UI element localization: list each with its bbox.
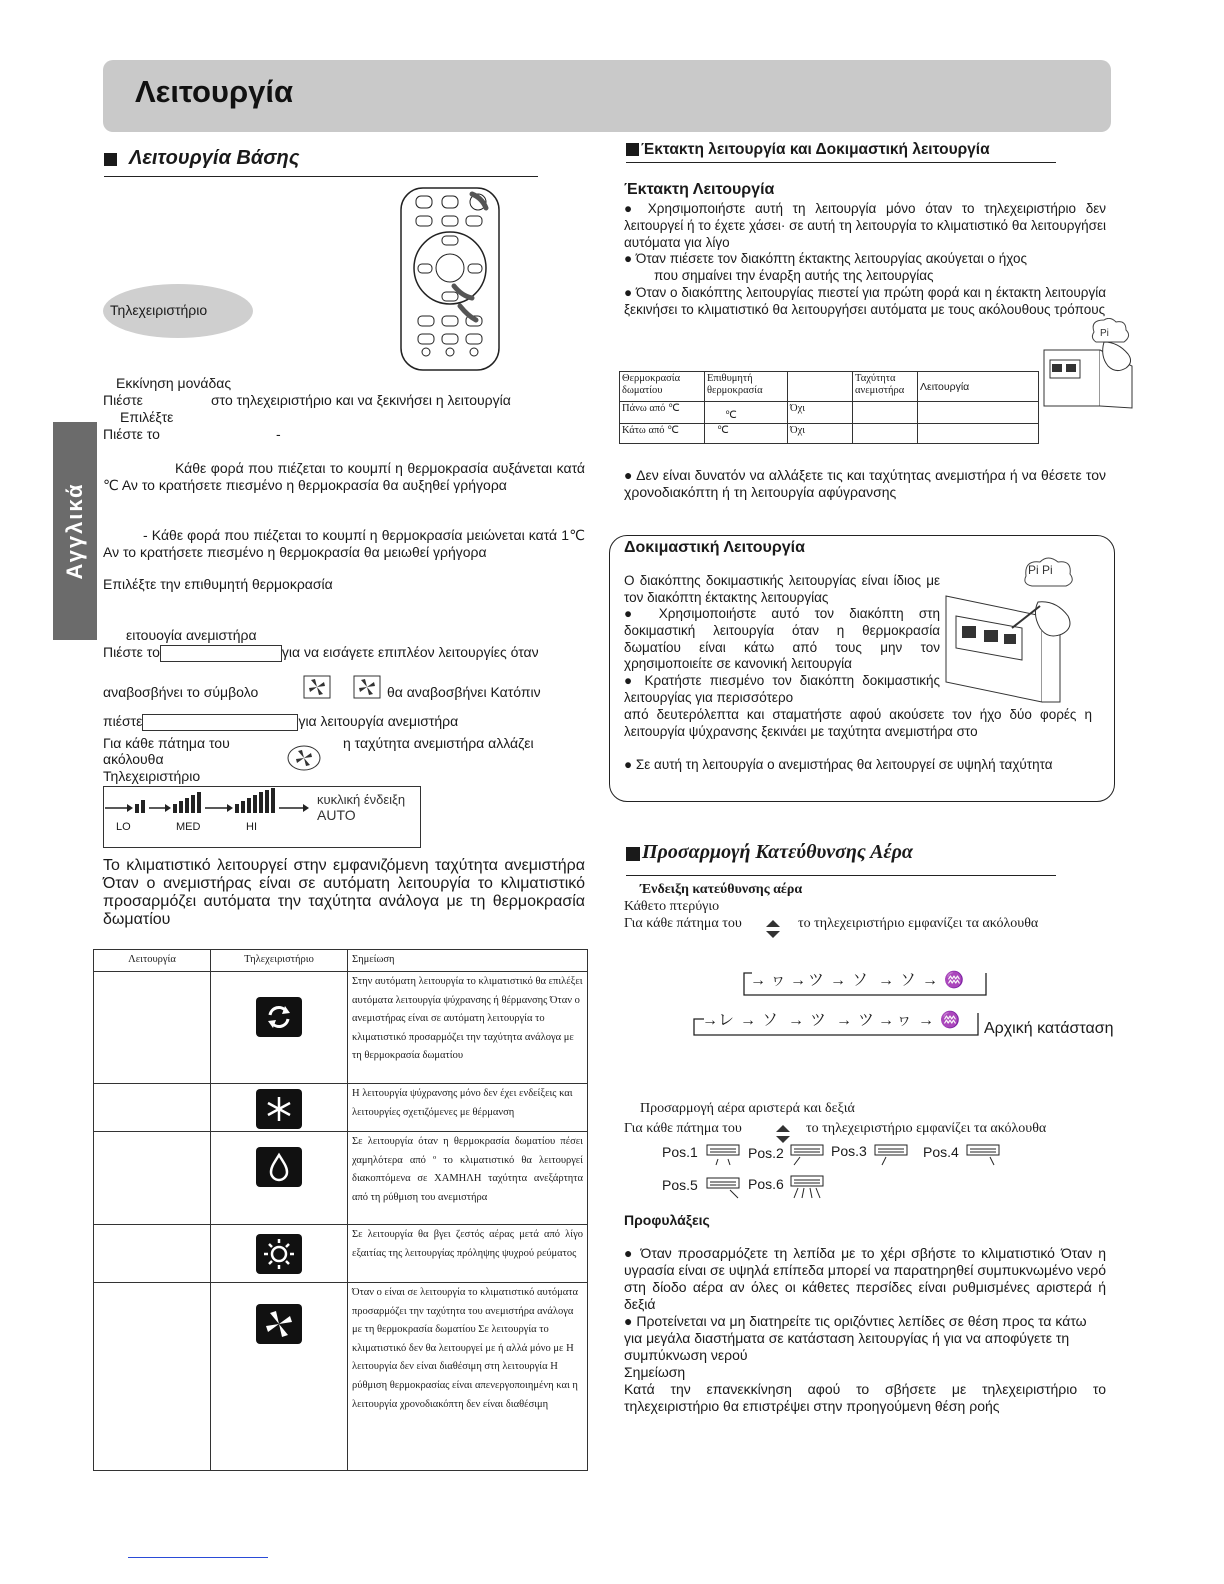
pi-sound-text: Pi [1100, 328, 1109, 339]
test-p2: ● Χρησιμοποιήστε αυτό τον διακόπτη στη δοκιμαστική λειτουργία όταν η θερμοκρασία δωματίου είναι κάτω από τους μην τον χρησιμοποιείτε σε κανονική λειτουργία [624, 606, 940, 672]
precaution-2: ● Προτείνεται να μη διατηρείτε τις οριζόντιες λεπίδες σε θέση προς τα κάτω για μεγάλα διαστήματα σε κατάσταση λειτουργίας ή για να αποφύγετε τη συμπύκνωση νερού [624, 1313, 1087, 1363]
emergency-p2a: ● Όταν πιέσετε τον διακόπτη έκτακτης λειτουργίας ακούγεται ο ήχος [624, 251, 1027, 266]
lr-each-press: Για κάθε πάτημα του [624, 1121, 742, 1136]
position-4-label: Pos.4 [923, 1144, 959, 1160]
airflow-section-heading: Προσαρμογή Κατεύθυνσης Αέρα [626, 841, 913, 864]
sun-icon [256, 1234, 302, 1274]
svg-text:→: → [830, 972, 846, 989]
square-bullet-icon [626, 143, 639, 156]
table-row [94, 1084, 588, 1132]
dash-symbol: - [276, 426, 281, 442]
test-title: Δοκιμαστική Λειτουργία [624, 539, 805, 556]
svg-text:→: → [750, 972, 766, 989]
fan-blink-text: αναβοσβήνει το σύμβολο [103, 684, 259, 700]
louver-pos6-icon [790, 1174, 824, 1202]
test-p4: ● Σε αυτή τη λειτουργία ο ανεμιστήρας θα λειτουργεί σε υψηλή ταχύτητα [624, 757, 1053, 772]
pi-pi-sound-text: Pi Pi [1028, 563, 1053, 577]
svg-text:→: → [836, 1012, 852, 1029]
svg-text:♒: ♒ [944, 972, 964, 989]
square-bullet-icon [626, 847, 640, 861]
section-rule [104, 176, 538, 177]
mode-table [93, 949, 588, 1471]
lr-each-press-rest: το τηλεχειριστήριο εμφανίζει τα ακόλουθα [806, 1121, 1047, 1136]
svg-text:→: → [878, 972, 894, 989]
remote-label: Τηλεχειριστήριο [110, 302, 208, 318]
fan-blink-rest: θα αναβοσβήνει Κατόπιν [387, 684, 541, 700]
flap-pos-icon: ヮ [770, 972, 787, 989]
emergency-p1: ● Χρησιμοποιήστε αυτή τη λειτουργία μόνο όταν το τηλεχειριστήριο δεν λειτουργεί ή το έχετε χάσει· σε αυτή τη λειτουργία το κλιματιστικό θα λειτουργήσει αυτόματα για λίγο [624, 201, 1106, 250]
mode-note: Στην αυτόματη λειτουργία το κλιματιστικό θα επιλέξει αυτόματα λειτουργία ψύχρανσης ή θέρμανσης Όταν ο ανεμιστήρας είναι σε αυτόματη λειτουργία το κλιματιστικό προσαρμόζει την ταχύτητα ανάλογα με τη θερμοκρασία δωματίου [348, 972, 588, 1084]
choose-text: Επιλέξτε [120, 409, 174, 425]
table-row: Πάνω από ℃ ℃ Όχι [620, 402, 1039, 424]
svg-text:ツ: ツ [810, 1012, 827, 1029]
mode-note: Σε λειτουργία όταν η θερμοκρασία δωματίου πέσει χαμηλότερα από º το κλιματιστικό θα λειτουργεί διακοπτόμενα σε ΧΑΜΗΛΗ ταχύτητα ανεξάρτητα από τη ρύθμιση του ανεμιστήρα [348, 1132, 588, 1225]
auto-label: AUTO [317, 807, 356, 823]
remote-control-illustration [398, 186, 502, 372]
emergency-table [619, 371, 1039, 444]
position-2-label: Pos.2 [748, 1145, 784, 1161]
precautions-title: Προφυλάξεις [624, 1212, 710, 1228]
fan-press-line: Πιέστε το για να εισάγετε επιπλέον λειτουργίες όταν [103, 644, 539, 660]
svg-text:ツ: ツ [808, 972, 825, 989]
svg-text:→: → [788, 1012, 804, 1029]
cyclic-label: κυκλική ένδειξη [317, 792, 406, 807]
louver-pos1-icon [706, 1143, 740, 1167]
svg-text:レ: レ [718, 1012, 735, 1029]
press-start-rest: στο τηλεχειριστήριο και να ξεκινήσει η λειτουργία [211, 392, 511, 408]
note-text: Κατά την επανεκκίνηση αφού το σβήσετε με τηλεχειριστήριο το τηλεχειριστήριο θα επιστρέψει στην προηγούμενη θέση ροής [624, 1381, 1106, 1414]
swing-button-icon [765, 919, 781, 939]
svg-text:→: → [922, 972, 938, 989]
table-row: Κάτω από ℃ ℃ Όχι [620, 424, 1039, 444]
mode-note: Σε λειτουργία θα βγει ζεστός αέρας μετά από λίγο εξαιτίας της λειτουργίας πρόληψης ψυχρού ρεύματος [348, 1225, 588, 1283]
section-rule [626, 162, 1056, 163]
speed-lo: LO [116, 821, 131, 833]
footer-link-line [128, 1557, 268, 1558]
svg-text:♒: ♒ [940, 1012, 960, 1029]
fan-symbol-icon-2 [353, 675, 381, 699]
mode-table-header: Λειτουργία [94, 950, 211, 972]
start-unit-label: Εκκίνηση μονάδας [116, 375, 232, 391]
mode-note: Η λειτουργία ψύχρανσης μόνο δεν έχει ενδείξεις και λειτουργίες σχετιζόμενες με θέρμανση [348, 1084, 588, 1132]
temp-plus-paragraph: Κάθε φορά που πιέζεται το κουμπί η θερμοκρασία αυξάνεται κατά ℃ Αν το κρατήσετε πιεσμένο η θερμοκρασία θα αυξηθεί γρήγορα [103, 460, 585, 493]
mode-note: Όταν ο είναι σε λειτουργία το κλιματιστικό αυτόματα προσαρμόζει την ταχύτητα του ανεμιστήρα ανάλογα με τη θερμοκρασία δωματίου Σε λειτουργία το κλιματιστικό δεν θα λειτουργεί με ή αλλά μόνο με Η λειτουργία δεν είναι διαθέσιμη στη λειτουργία Η ρύθμιση θερμοκρασίας είναι απενεργοποιημένη και η λειτουργία χρονοδιακόπτη δεν είναι διαθέσιμη [348, 1283, 588, 1471]
svg-text:ソ: ソ [762, 1012, 779, 1029]
temp-minus-paragraph: - Κάθε φορά που πιέζεται το κουμπί η θερμοκρασία μειώνεται κατά 1℃ Αν το κρατήσετε πιεσμένο η θερμοκρασία θα μειωθεί γρήγορα [103, 527, 585, 560]
svg-text:→: → [740, 1012, 756, 1029]
airflow-each-press-rest: το τηλεχειριστήριο εμφανίζει τα ακόλουθα [798, 916, 1039, 931]
fan-icon [256, 1304, 302, 1344]
as-follows-text: ακόλουθα [103, 751, 164, 767]
speed-med: MED [176, 821, 201, 833]
svg-text:ヮ: ヮ [896, 1012, 913, 1029]
emergency-section-heading: Έκτακτη λειτουργία και Δοκιμαστική λειτουργία [626, 141, 990, 159]
water-drop-icon [256, 1147, 302, 1187]
fan-speed-button-icon [287, 744, 321, 772]
vertical-flap-sequence [690, 963, 990, 1041]
svg-text:ツ: ツ [858, 1012, 875, 1029]
basic-section-heading: Λειτουργία Βάσης [104, 147, 299, 170]
fan-press2-line: πιέστε για λειτουργία ανεμιστήρα [103, 713, 459, 729]
speed-hi: HI [246, 821, 257, 833]
svg-text:→: → [702, 1012, 718, 1029]
precaution-1: ● Όταν προσαρμόζετε τη λεπίδα με το χέρι σβήστε το κλιματιστικό Όταν η υγρασία είναι σε υψηλά επίπεδα μπορεί να παρατηρηθεί συμπυκνωμένο νερό στη δίοδο αέρα αν όλες οι κάθετες περσίδες είναι ρυθμισμένες αριστερά ή δεξιά [624, 1245, 1106, 1312]
fan-symbol-icon [303, 675, 331, 699]
snowflake-icon [256, 1089, 302, 1129]
table-row [94, 1225, 588, 1283]
airflow-each-press: Για κάθε πάτημα του [624, 916, 742, 931]
section-rule [626, 875, 1056, 876]
svg-text:ソ: ソ [852, 972, 869, 989]
emergency-switch-illustration [1042, 318, 1138, 410]
page-title: Λειτουργία [135, 74, 294, 109]
airflow-indicator-title: Ένδειξη κατεύθυνσης αέρα [640, 882, 803, 897]
press-the-text: Πιέστε το [103, 426, 160, 442]
emergency-table-header: Λειτουργία [918, 372, 1039, 402]
position-1-label: Pos.1 [662, 1144, 698, 1160]
svg-text:→: → [918, 1012, 934, 1029]
remote-text-2: Τηλεχειριστήριο [103, 768, 201, 784]
vertical-flap-label: Κάθετο πτερύγιο [624, 899, 720, 914]
emergency-table-header [788, 372, 853, 402]
initial-state-label: Αρχική κατάσταση [984, 1020, 1114, 1037]
test-switch-illustration [942, 556, 1082, 706]
position-5-label: Pos.5 [662, 1177, 698, 1193]
each-press-text: Για κάθε πάτημα του [103, 735, 230, 751]
svg-text:→: → [790, 972, 806, 989]
emergency-table-header: Επιθυμητή θερμοκρασία [705, 372, 788, 402]
blank-button-box-2 [142, 714, 298, 731]
press-start-text: Πιέστε [103, 392, 143, 408]
position-3-label: Pos.3 [831, 1143, 867, 1159]
blank-button-box [160, 645, 282, 662]
each-press-rest: η ταχύτητα ανεμιστήρα αλλάζει [343, 735, 534, 751]
mode-table-header: Σημείωση [348, 950, 588, 972]
svg-text:→: → [878, 1012, 894, 1029]
auto-fan-paragraph: Το κλιματιστικό λειτουργεί στην εμφανιζόμενη ταχύτητα ανεμιστήρα Όταν ο ανεμιστήρας είναι σε αυτόματη λειτουργία το κλιματιστικό προσαρμόζει αυτόματα την ταχύτητα ανάλογα με τη θερμοκρασία δωματίου [103, 857, 585, 928]
auto-mode-icon [256, 997, 302, 1037]
louver-pos5-icon [706, 1176, 740, 1200]
left-right-title: Προσαρμογή αέρα αριστερά και δεξιά [640, 1101, 855, 1116]
language-side-tab [53, 422, 97, 640]
louver-pos4-icon [966, 1143, 1000, 1167]
position-6-label: Pos.6 [748, 1176, 784, 1192]
mode-table-header: Τηλεχειριστήριο [211, 950, 348, 972]
table-row [94, 1283, 588, 1471]
test-p1: Ο διακόπτης δοκιμαστικής λειτουργίας είναι ίδιος με τον διακόπτη έκτακτης λειτουργίας [624, 573, 940, 605]
square-bullet-icon [104, 153, 117, 166]
table-row [94, 972, 588, 1084]
emergency-table-header: Ταχύτητα ανεμιστήρα [853, 372, 918, 402]
emergency-p2b: που σημαίνει την έναρξη αυτής της λειτουργίας [654, 268, 934, 283]
test-p3b: από δευτερόλεπτα και σταματήστε αφού ακούσετε τον ήχο δύο φορές η λειτουργία ψύχρανσης ξεκινάει με ταχύτητα ανεμιστήρα στο [624, 707, 1092, 739]
select-temp-text: Επιλέξτε την επιθυμητή θερμοκρασία [103, 576, 333, 592]
louver-pos3-icon [874, 1143, 908, 1167]
louver-pos2-icon [790, 1143, 824, 1167]
emergency-p4: ● Δεν είναι δυνατόν να αλλάξετε τις και ταχύτητας ανεμιστήρα ή να θέσετε τον χρονοδιακόπτη ή τη λειτουργία αφύγρανσης [624, 467, 1106, 500]
emergency-p3: ● Όταν ο διακόπτης λειτουργίας πιεστεί για πρώτη φορά και η έκτακτη λειτουργία ξεκινήσει το κλιματιστικό θα λειτουργήσει αυτόματα με τους ακόλουθους τρόπους [624, 285, 1106, 317]
swing-button-icon-2 [775, 1124, 791, 1144]
side-tab-label: Αγγλικά [62, 482, 87, 580]
svg-text:ソ: ソ [900, 972, 917, 989]
emergency-title: Έκτακτη Λειτουργία [624, 181, 775, 198]
note-title: Σημείωση [624, 1364, 686, 1380]
table-row [94, 1132, 588, 1225]
test-p3a: ● Κρατήστε πιεσμένο τον διακόπτη δοκιμαστικής λειτουργίας για περισσότερο [624, 673, 940, 705]
fan-section-title: ειτουογία ανεμιστήρα [126, 627, 257, 643]
emergency-table-header: Θερμοκρασία δωματίου [620, 372, 705, 402]
